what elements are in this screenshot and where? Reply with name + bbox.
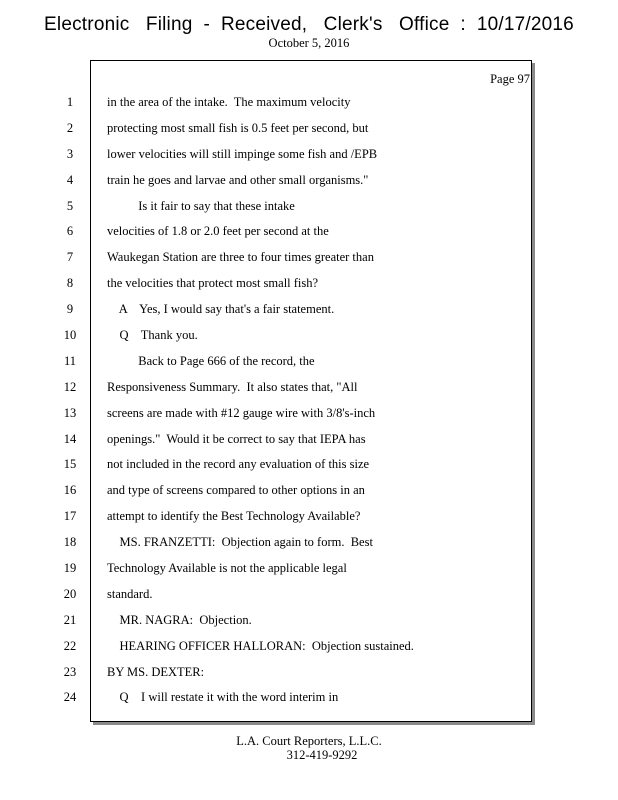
line-text: BY MS. DEXTER: (107, 664, 205, 679)
line-number: 20 (63, 586, 77, 601)
page-number: Page 97 (490, 72, 530, 86)
line-text: Q I will restate it with the word interim in (107, 690, 339, 705)
line-number: 14 (63, 431, 77, 446)
line-number: 18 (63, 535, 77, 550)
line-number: 16 (63, 483, 77, 498)
transcript-line (0, 144, 618, 170)
line-number: 15 (63, 457, 77, 472)
line-text: not included in the record any evaluation of this size (107, 457, 370, 472)
filing-stamp: Electronic Filing - Received, Clerk's Office : 10/17/2016 (44, 14, 574, 35)
line-text: train he goes and larvae and other small organisms." (107, 172, 369, 187)
transcript-line (0, 429, 618, 455)
transcript-line (0, 662, 618, 688)
transcript-line (0, 221, 618, 247)
line-number: 6 (66, 224, 74, 239)
transcript-line (0, 558, 618, 584)
line-text: MR. NAGRA: Objection. (107, 612, 252, 627)
line-number: 10 (63, 328, 77, 343)
line-text: in the area of the intake. The maximum velocity (107, 95, 351, 109)
line-number: 11 (63, 353, 77, 368)
line-number: 22 (63, 638, 77, 653)
line-text: protecting most small fish is 0.5 feet per second, but (107, 120, 369, 135)
line-text: standard. (107, 586, 153, 601)
transcript-line (0, 532, 618, 558)
transcript-line (0, 170, 618, 196)
transcript-line (0, 273, 618, 299)
line-number: 3 (66, 146, 74, 161)
transcript-line (0, 636, 618, 662)
transcript-line (0, 299, 618, 325)
reporter-phone: 312-419-9292 (286, 748, 358, 762)
line-number: 21 (63, 612, 77, 627)
line-text: Q Thank you. (107, 328, 198, 343)
line-number: 24 (63, 690, 77, 705)
line-text: attempt to identify the Best Technology Available? (107, 509, 361, 524)
line-text: Technology Available is not the applicable legal (107, 561, 347, 576)
line-number: 2 (66, 120, 74, 135)
transcript-line (0, 351, 618, 377)
line-number: 5 (66, 198, 74, 213)
document-date: October 5, 2016 (268, 36, 350, 50)
transcript-line (0, 610, 618, 636)
line-text: the velocities that protect most small fish? (107, 276, 319, 291)
line-number: 1 (66, 95, 74, 109)
transcript-line (0, 480, 618, 506)
line-text: A Yes, I would say that's a fair statement. (107, 302, 335, 317)
transcript-line (0, 196, 618, 222)
transcript-line (0, 403, 618, 429)
line-number: 17 (63, 509, 77, 524)
line-number: 7 (66, 250, 74, 265)
line-text: lower velocities will still impinge some fish and /EPB (107, 146, 378, 161)
transcript-line (0, 584, 618, 610)
line-text: and type of screens compared to other options in an (107, 483, 365, 498)
line-text: openings." Would it be correct to say that IEPA has (107, 431, 366, 446)
transcript-line (0, 377, 618, 403)
line-text: Back to Page 666 of the record, the (107, 353, 315, 368)
line-number: 4 (66, 172, 74, 187)
line-number: 23 (63, 664, 77, 679)
line-text: Waukegan Station are three to four times greater than (107, 250, 374, 265)
reporter-company: L.A. Court Reporters, L.L.C. (236, 734, 382, 748)
transcript-line (0, 506, 618, 532)
transcript-line (0, 118, 618, 144)
line-text: velocities of 1.8 or 2.0 feet per second at the (107, 224, 329, 239)
line-number: 9 (66, 302, 74, 317)
transcript-line (0, 325, 618, 351)
transcript-line (0, 687, 618, 713)
transcript-line (0, 247, 618, 273)
line-text: HEARING OFFICER HALLORAN: Objection sustained. (107, 638, 414, 653)
line-number: 8 (66, 276, 74, 291)
line-number: 19 (63, 561, 77, 576)
line-text: MS. FRANZETTI: Objection again to form. Best (107, 535, 373, 550)
transcript-line (0, 92, 618, 118)
line-number: 12 (63, 379, 77, 394)
line-text: screens are made with #12 gauge wire with 3/8's-inch (107, 405, 376, 420)
line-number: 13 (63, 405, 77, 420)
transcript-line (0, 454, 618, 480)
transcript-lines (0, 92, 618, 713)
line-text: Is it fair to say that these intake (107, 198, 295, 213)
line-text: Responsiveness Summary. It also states that, "All (107, 379, 358, 394)
